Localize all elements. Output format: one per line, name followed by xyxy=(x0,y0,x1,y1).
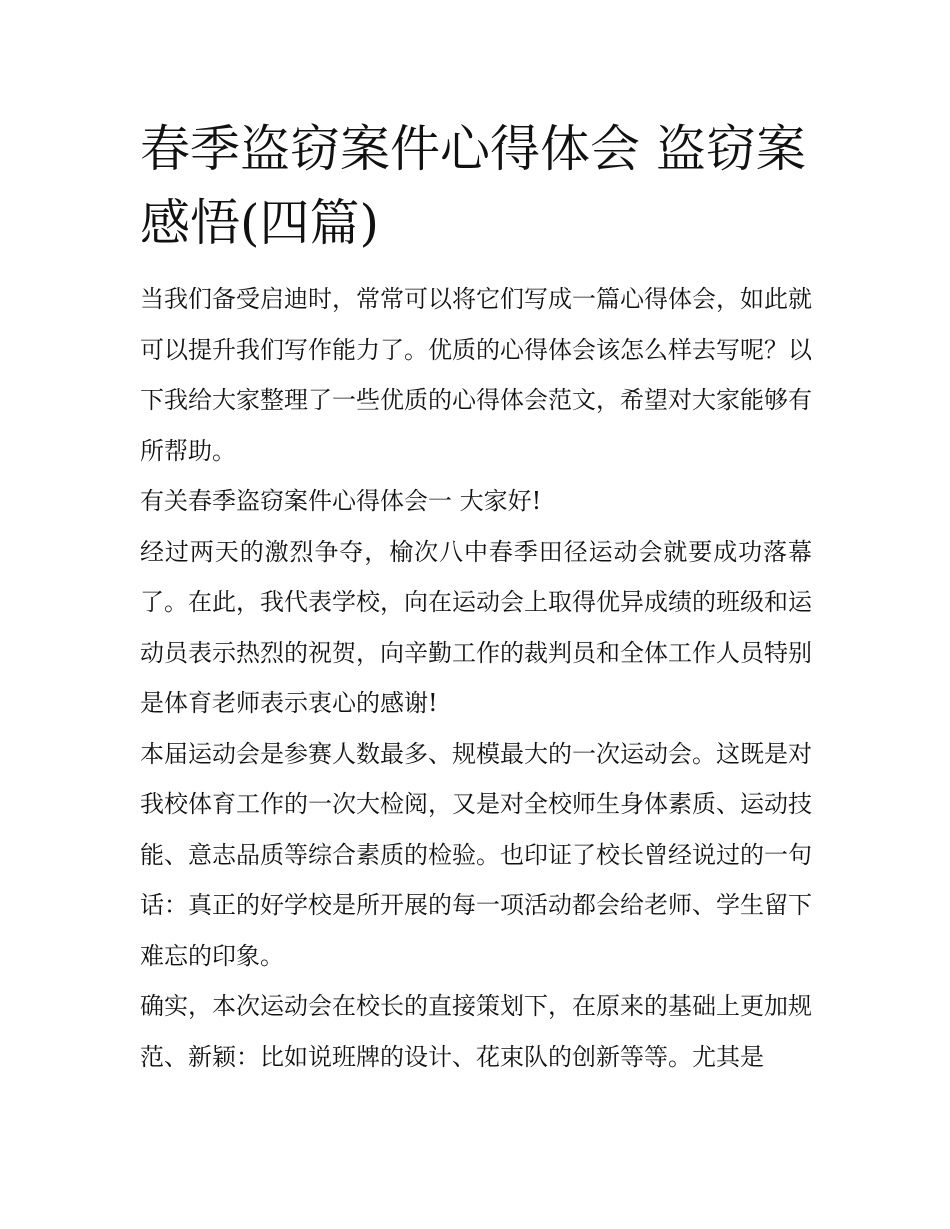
paragraph-thanks: 经过两天的激烈争夺，榆次八中春季田径运动会就要成功落幕了。在此，我代表学校，向在运动会上取得优异成绩的班级和运动员表示热烈的祝贺，向辛勤工作的裁判员和全体工作人员特别是体育老师表示衷心的感谢! xyxy=(140,537,812,717)
paragraph-review: 本届运动会是参赛人数最多、规模最大的一次运动会。这既是对我校体育工作的一次大检阅，又是对全校师生身体素质、运动技能、意志品质等综合素质的检验。也印证了校长曾经说过的一句话：真正的好学校是所开展的每一项活动都会给老师、学生留下难忘的印象。 xyxy=(140,739,812,970)
paragraph-heading-one: 有关春季盗窃案件心得体会一 大家好! xyxy=(140,487,542,515)
paragraph-intro: 当我们备受启迪时，常常可以将它们写成一篇心得体会，如此就可以提升我们写作能力了。优质的心得体会该怎么样去写呢？以下我给大家整理了一些优质的心得体会范文，希望对大家能够有所帮助。 xyxy=(140,285,812,465)
paragraph-innovation: 确实，本次运动会在校长的直接策划下，在原来的基础上更加规范、新颖：比如说班牌的设计、花束队的创新等等。尤其是 xyxy=(140,992,812,1071)
document-title: 春季盗窃案件心得体会 盗窃案感悟(四篇) xyxy=(140,120,806,252)
document-body xyxy=(140,112,812,1082)
